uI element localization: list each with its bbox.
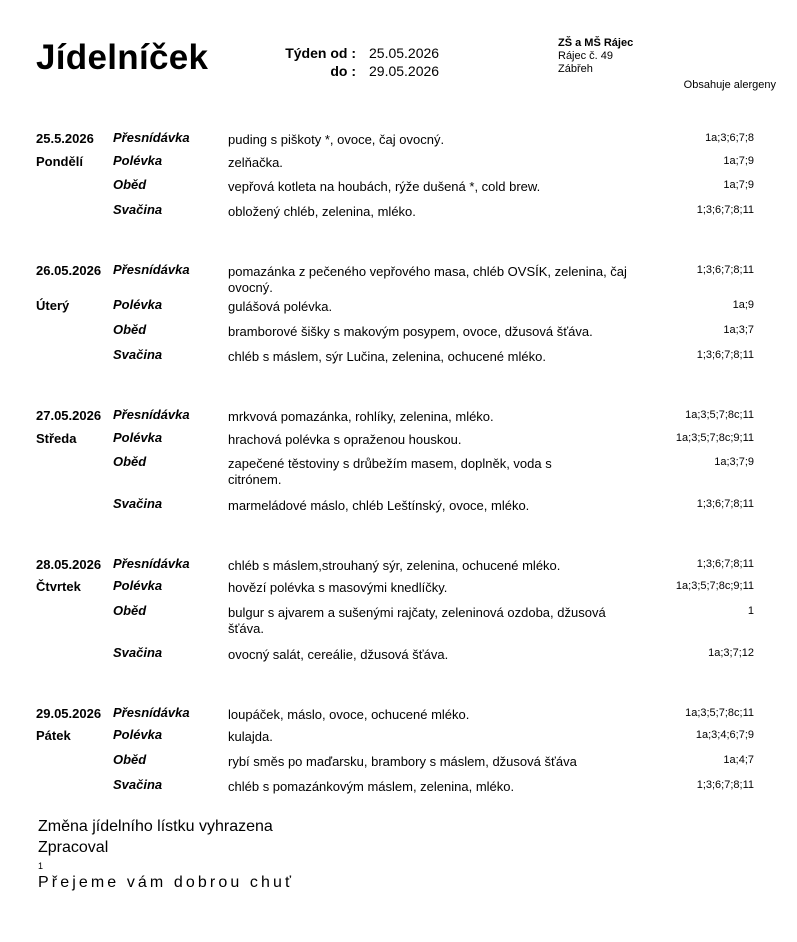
meal-type: Svačina	[113, 202, 163, 217]
day-name: Pondělí	[36, 154, 83, 169]
meal-dish: gulášová polévka.	[228, 299, 333, 314]
school-name: ZŠ a MŠ Rájec	[558, 37, 634, 49]
meal-allergens: 1a;3;6;7;8	[705, 132, 754, 144]
day-name: Středa	[36, 431, 77, 446]
meal-type: Svačina	[113, 777, 163, 792]
meal-dish: chléb s máslem, sýr Lučina, zelenina, ochucené mléko.	[228, 349, 546, 364]
day-date: 26.05.2026	[36, 263, 102, 278]
week-from-date: 25.05.2026	[369, 45, 440, 61]
meal-dish: vepřová kotleta na houbách, rýže dušená *, cold brew.	[228, 179, 541, 194]
page-title: Jídelníček	[36, 38, 209, 77]
meal-allergens: 1a;3;7;9	[714, 456, 754, 468]
meal-type: Polévka	[113, 727, 163, 742]
meal-type: Polévka	[113, 578, 163, 593]
meal-dish: loupáček, máslo, ovoce, ochucené mléko.	[228, 707, 470, 722]
meal-allergens: 1a;7;9	[723, 179, 754, 191]
meal-type: Svačina	[113, 496, 163, 511]
school-address	[558, 37, 633, 76]
meal-dish: pomazánka z pečeného vepřového masa, chléb OVSÍK, zelenina, čaj ovocný.	[228, 264, 627, 295]
meal-allergens: 1a;3;7;12	[708, 647, 754, 659]
meal-allergens: 1;3;6;7;8;11	[696, 498, 754, 510]
meal-allergens: 1;3;6;7;8;11	[696, 204, 754, 216]
meal-type: Polévka	[113, 430, 163, 445]
day-name: Pátek	[36, 728, 71, 743]
day-date: 27.05.2026	[36, 408, 102, 423]
day-date: 25.5.2026	[36, 131, 94, 146]
allergens-heading: Obsahuje alergeny	[683, 79, 776, 91]
page-number: 1	[38, 861, 44, 871]
meal-type: Svačina	[113, 645, 163, 660]
meal-type: Oběd	[113, 752, 147, 767]
bon-appetit: Přejeme vám dobrou chuť	[38, 874, 295, 891]
school-city: Zábřeh	[558, 63, 593, 75]
meal-dish: marmeládové máslo, chléb Leštínský, ovoce, mléko.	[228, 498, 530, 513]
day-date: 29.05.2026	[36, 706, 102, 721]
meal-allergens: 1	[747, 605, 754, 617]
meal-type: Polévka	[113, 153, 163, 168]
meal-dish: kulajda.	[228, 729, 273, 744]
meal-type: Přesnídávka	[113, 705, 190, 720]
meal-dish: obložený chléb, zelenina, mléko.	[228, 204, 416, 219]
meal-dish: hrachová polévka s opraženou houskou.	[228, 432, 462, 447]
week-from-label: Týden od :	[285, 45, 356, 61]
meal-dish: mrkvová pomazánka, rohlíky, zelenina, mléko.	[228, 409, 494, 424]
meal-allergens: 1a;3;5;7;8c;11	[685, 707, 754, 719]
meal-allergens: 1;3;6;7;8;11	[696, 264, 754, 276]
meal-dish: puding s piškoty *, ovoce, čaj ovocný.	[228, 132, 445, 147]
week-to-label: do :	[330, 63, 356, 79]
meal-dish: ovocný salát, cereálie, džusová šťáva.	[228, 647, 449, 662]
meal-type: Oběd	[113, 177, 147, 192]
meal-type: Oběd	[113, 603, 147, 618]
meal-type: Oběd	[113, 454, 147, 469]
meal-allergens: 1a;3;7	[723, 324, 754, 336]
meal-type: Přesnídávka	[113, 130, 190, 145]
meal-dish: bulgur s ajvarem a sušenými rajčaty, zeleninová ozdoba, džusová šťáva.	[228, 605, 606, 636]
meal-allergens: 1;3;6;7;8;11	[696, 349, 754, 361]
meal-allergens: 1a;9	[732, 299, 754, 311]
school-street: Rájec č. 49	[558, 50, 614, 62]
day-name: Čtvrtek	[36, 579, 81, 594]
change-note: Změna jídelního lístku vyhrazena	[38, 818, 273, 835]
meal-allergens: 1a;3;5;7;8c;11	[685, 409, 754, 421]
meal-allergens: 1;3;6;7;8;11	[696, 779, 754, 791]
meal-type: Svačina	[113, 347, 163, 362]
day-date: 28.05.2026	[36, 557, 102, 572]
meal-type: Přesnídávka	[113, 556, 190, 571]
meal-type: Přesnídávka	[113, 407, 190, 422]
meal-dish: zapečené těstoviny s drůbežím masem, doplněk, voda s citrónem.	[228, 456, 552, 487]
meal-dish: chléb s pomazánkovým máslem, zelenina, mléko.	[228, 779, 515, 794]
meal-allergens: 1a;7;9	[723, 155, 754, 167]
meal-allergens: 1;3;6;7;8;11	[696, 558, 754, 570]
meal-dish: zelňačka.	[228, 155, 283, 170]
week-to-date: 29.05.2026	[369, 63, 440, 79]
meal-type: Oběd	[113, 322, 147, 337]
meal-allergens: 1a;3;4;6;7;9	[695, 729, 754, 741]
meal-allergens: 1a;3;5;7;8c;9;11	[675, 580, 754, 592]
prepared-by: Zpracoval	[38, 839, 109, 856]
day-name: Úterý	[36, 298, 70, 313]
meal-type: Přesnídávka	[113, 262, 190, 277]
meal-dish: rybí směs po maďarsku, brambory s máslem, džusová šťáva	[228, 754, 577, 769]
meal-type: Polévka	[113, 297, 163, 312]
meal-dish: bramborové šišky s makovým posypem, ovoce, džusová šťáva.	[228, 324, 593, 339]
meal-allergens: 1a;4;7	[723, 754, 754, 766]
meal-dish: chléb s máslem,strouhaný sýr, zelenina, ochucené mléko.	[228, 558, 561, 573]
meal-allergens: 1a;3;5;7;8c;9;11	[675, 432, 754, 444]
meal-dish: hovězí polévka s masovými knedlíčky.	[228, 580, 448, 595]
